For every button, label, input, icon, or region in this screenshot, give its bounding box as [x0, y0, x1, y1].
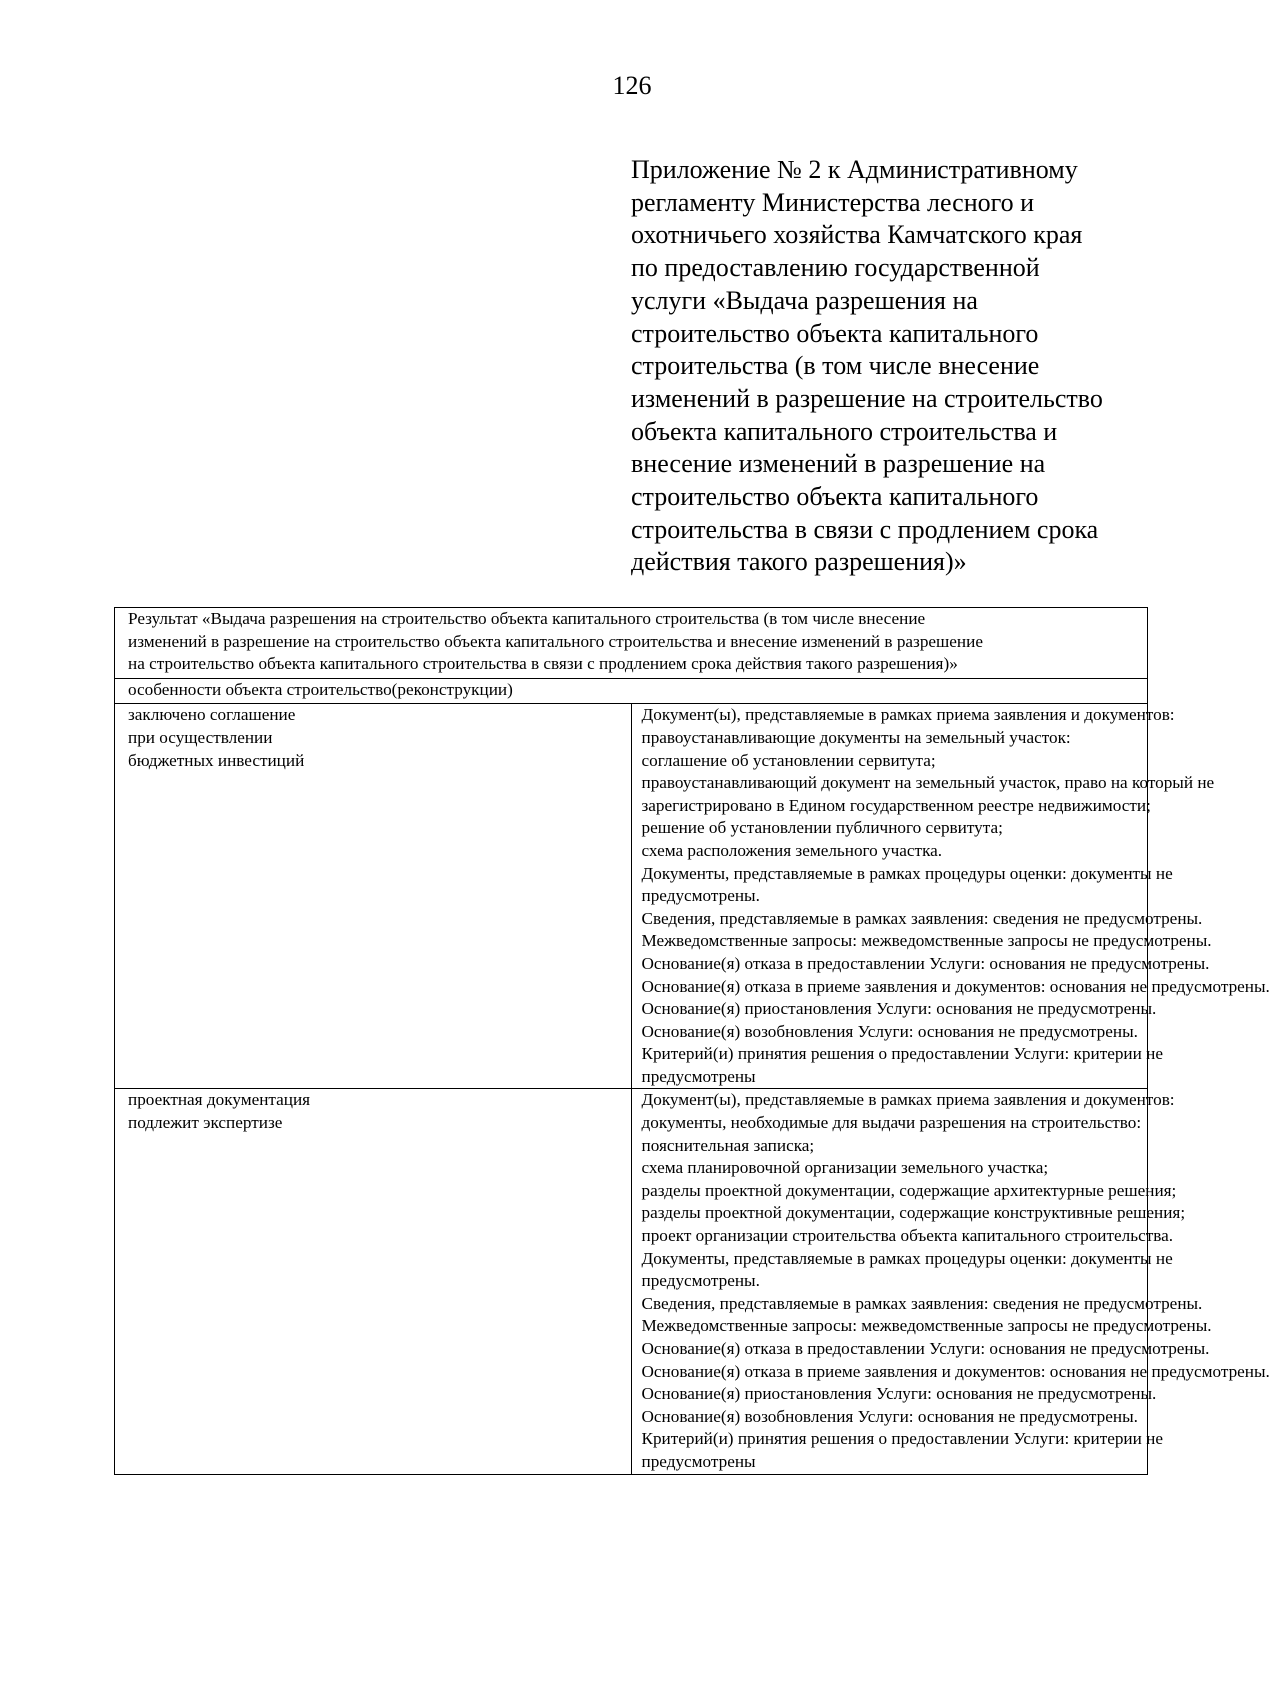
service-result-table [114, 607, 1270, 1475]
appendix-line: объекта капитального строительства и [631, 416, 1058, 446]
detail-line: документы, необходимые для выдачи разрешения на строительство: [641, 1113, 1142, 1133]
page-number: 126 [612, 71, 652, 100]
detail-line: Основание(я) возобновления Услуги: основания не предусмотрены. [641, 1406, 1138, 1426]
detail-line: зарегистрировано в Едином государственном реестре недвижимости; [641, 795, 1151, 815]
detail-line: Документы, представляемые в рамках процедуры оценки: документы не [641, 863, 1173, 883]
detail-line: Основание(я) отказа в предоставлении Услуги: основания не предусмотрены. [641, 1339, 1210, 1358]
condition-line: проектная документация [128, 1090, 311, 1110]
condition-cell [115, 704, 632, 1089]
result-title-line: изменений в разрешение на строительство объекта капитального строительства и внесение изменений в разрешение [128, 631, 983, 651]
detail-line: пояснительная записка; [641, 1135, 815, 1155]
appendix-line: услуги «Выдача разрешения на [631, 285, 978, 315]
appendix-line: строительство объекта капитального [631, 318, 1039, 348]
appendix-header [631, 154, 1161, 579]
feature-label: особенности объекта строительство(реконструкции) [128, 679, 513, 699]
result-title-row [115, 608, 1148, 679]
appendix-line: строительство объекта капитального [631, 482, 1039, 512]
appendix-line: регламенту Министерства лесного и [631, 187, 1035, 217]
detail-line: Межведомственные запросы: межведомственные запросы не предусмотрены. [641, 1316, 1212, 1336]
result-title-line: на строительство объекта капитального строительства в связи с продлением срока действия такого разрешения)» [128, 654, 958, 674]
detail-line: правоустанавливающий документ на земельный участок, право на который не [641, 773, 1215, 793]
detail-line: Основание(я) отказа в приеме заявления и документов: основания не предусмотрены. [641, 1361, 1270, 1381]
detail-line: схема расположения земельного участка. [641, 840, 943, 860]
detail-line: предусмотрены. [641, 886, 760, 906]
detail-cell [631, 704, 1270, 1089]
detail-line: Документы, представляемые в рамках процедуры оценки: документы не [641, 1248, 1173, 1268]
table-row [115, 1089, 1148, 1474]
condition-line: подлежит экспертизе [128, 1113, 283, 1133]
detail-line: Основание(я) возобновления Услуги: основания не предусмотрены. [641, 1021, 1138, 1041]
detail-line: Основание(я) приостановления Услуги: основания не предусмотрены. [641, 999, 1157, 1019]
detail-line: Критерий(и) принятия решения о предоставлении Услуги: критерии не [641, 1044, 1163, 1064]
detail-line: проект организации строительства объекта капитального строительства. [641, 1226, 1174, 1246]
detail-line: Основание(я) приостановления Услуги: основания не предусмотрены. [641, 1384, 1157, 1404]
detail-line: разделы проектной документации, содержащие конструктивные решения; [641, 1203, 1186, 1223]
appendix-line: внесение изменений в разрешение на [631, 449, 1046, 479]
appendix-line: изменений в разрешение на строительство [631, 383, 1103, 413]
result-title-cell [115, 608, 1148, 679]
detail-line: предусмотрены [641, 1066, 756, 1086]
detail-line: Межведомственные запросы: межведомственные запросы не предусмотрены. [641, 931, 1212, 951]
result-title-line: Результат «Выдача разрешения на строительство объекта капитального строительства (в том числе внесение [128, 609, 926, 628]
detail-line: Основание(я) отказа в предоставлении Услуги: основания не предусмотрены. [641, 953, 1210, 973]
detail-line: Сведения, представляемые в рамках заявления: сведения не предусмотрены. [641, 908, 1203, 928]
appendix-line: по предоставлению государственной [631, 253, 1040, 283]
appendix-line: строительства (в том числе внесение [631, 351, 1040, 381]
appendix-line: действия такого разрешения)» [631, 547, 967, 577]
feature-label-row [115, 678, 1148, 704]
appendix-line: Приложение № 2 к Административному [631, 155, 1078, 184]
detail-line: разделы проектной документации, содержащие архитектурные решения; [641, 1180, 1177, 1200]
detail-line: предусмотрены [641, 1451, 756, 1471]
table-row [115, 704, 1148, 1089]
condition-line: бюджетных инвестиций [128, 750, 305, 770]
detail-line: схема планировочной организации земельного участка; [641, 1158, 1049, 1178]
detail-line: Критерий(и) принятия решения о предоставлении Услуги: критерии не [641, 1429, 1163, 1449]
detail-cell [631, 1089, 1270, 1474]
detail-line: Документ(ы), представляемые в рамках приема заявления и документов: [641, 1090, 1175, 1110]
detail-line: решение об установлении публичного сервитута; [641, 818, 1003, 838]
condition-line: при осуществлении [128, 727, 273, 747]
detail-line: Документ(ы), представляемые в рамках приема заявления и документов: [641, 705, 1175, 725]
detail-line: Основание(я) отказа в приеме заявления и документов: основания не предусмотрены. [641, 976, 1270, 996]
detail-line: правоустанавливающие документы на земельный участок: [641, 727, 1071, 747]
appendix-line: охотничьего хозяйства Камчатского края [631, 220, 1083, 250]
detail-line: соглашение об установлении сервитута; [641, 750, 936, 770]
detail-line: Сведения, представляемые в рамках заявления: сведения не предусмотрены. [641, 1293, 1203, 1313]
condition-line: заключено соглашение [128, 705, 296, 725]
condition-cell [115, 1089, 632, 1474]
feature-label-cell [115, 678, 1148, 704]
detail-line: предусмотрены. [641, 1271, 760, 1291]
appendix-line: строительства в связи с продлением срока [631, 514, 1099, 544]
